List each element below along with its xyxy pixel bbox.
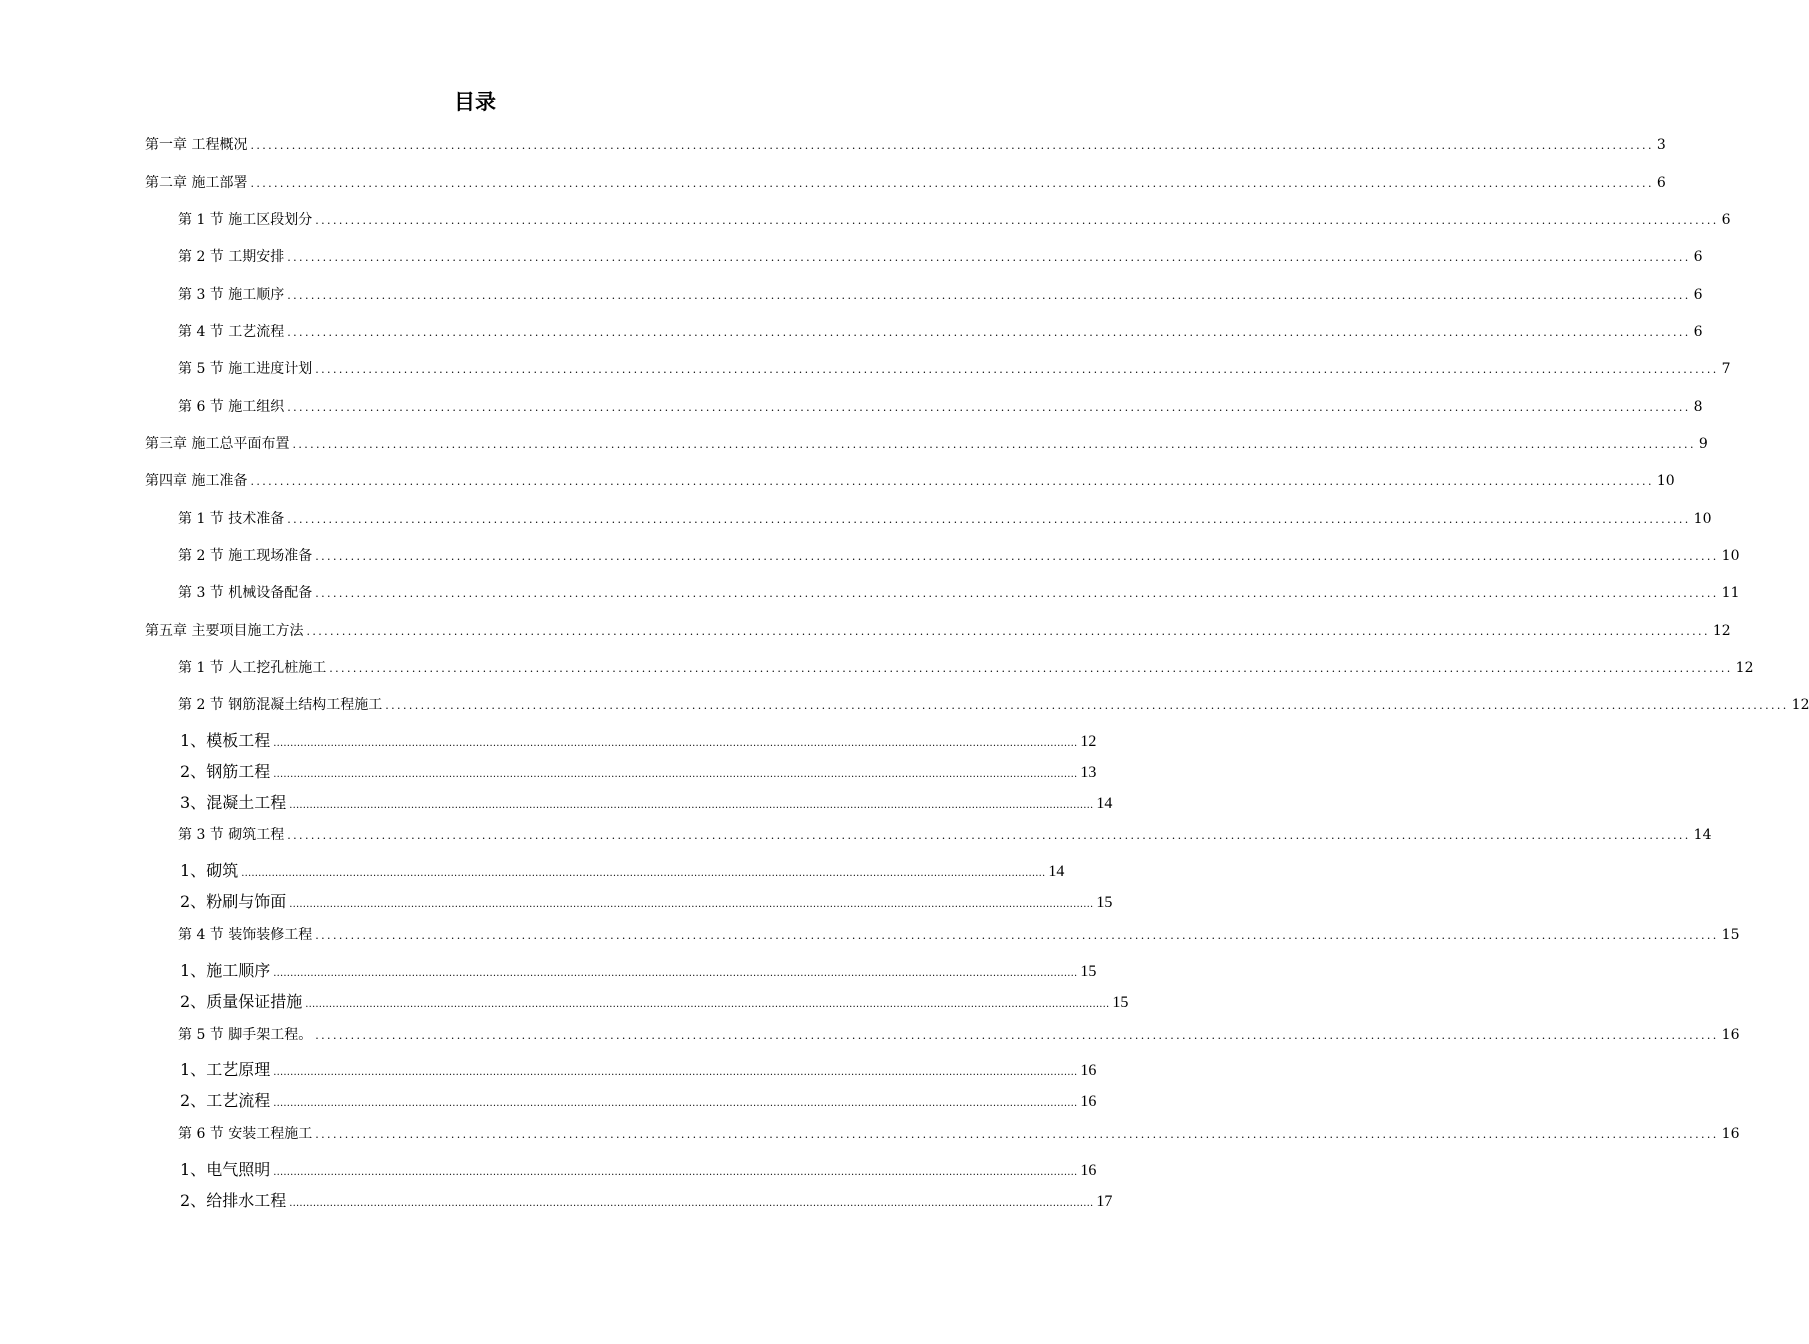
toc-entry[interactable] xyxy=(180,790,1113,813)
toc-entry-number: 1、 xyxy=(180,1060,207,1079)
toc-entry-page-number: 16 xyxy=(1721,1027,1740,1043)
toc-entry[interactable] xyxy=(178,657,1754,677)
toc-entry[interactable] xyxy=(178,545,1740,565)
toc-entry-label: 第 1 节 施工区段划分 xyxy=(178,212,313,228)
dot-leader: .............................................................................................................................................................................................................................................. xyxy=(250,475,1654,488)
toc-entry[interactable] xyxy=(178,582,1740,602)
toc-entry[interactable] xyxy=(178,508,1712,528)
toc-entry-label: 钢筋工程 xyxy=(206,762,271,781)
toc-entry-page-number: 9 xyxy=(1698,436,1708,452)
toc-entry-label: 第 2 节 施工现场准备 xyxy=(178,548,313,564)
toc-entry-page-number: 12 xyxy=(1712,623,1731,639)
toc-entry[interactable] xyxy=(178,1123,1740,1143)
toc-entry[interactable] xyxy=(180,1157,1097,1180)
dot-leader: .............................................................................................................................................................................................................................................. xyxy=(289,1198,1094,1209)
toc-entry-label: 第 4 节 装饰装修工程 xyxy=(178,927,313,943)
toc-entry-page-number: 6 xyxy=(1721,212,1731,228)
toc-entry[interactable] xyxy=(178,209,1731,229)
toc-entry[interactable] xyxy=(145,620,1731,640)
toc-entry-label: 第四章 施工准备 xyxy=(145,473,248,489)
toc-entry[interactable] xyxy=(178,246,1703,266)
dot-leader: .............................................................................................................................................................................................................................................. xyxy=(315,1029,1719,1042)
dot-leader: .............................................................................................................................................................................................................................................. xyxy=(273,1167,1078,1178)
toc-entry-label: 第 5 节 脚手架工程。 xyxy=(178,1027,313,1043)
toc-entry-number: 3、 xyxy=(180,793,207,812)
toc-entry[interactable] xyxy=(178,1024,1740,1044)
dot-leader: .............................................................................................................................................................................................................................................. xyxy=(287,326,1691,339)
toc-entry[interactable] xyxy=(178,321,1703,341)
toc-entry[interactable] xyxy=(145,134,1666,154)
toc-entry-page-number: 16 xyxy=(1080,1062,1097,1079)
toc-entry-number: 2、 xyxy=(180,1191,207,1210)
toc-entry[interactable] xyxy=(178,924,1740,944)
dot-leader: .............................................................................................................................................................................................................................................. xyxy=(250,177,1654,190)
dot-leader: .............................................................................................................................................................................................................................................. xyxy=(315,587,1719,600)
toc-entry-label: 粉刷与饰面 xyxy=(206,892,287,911)
dot-leader: .............................................................................................................................................................................................................................................. xyxy=(385,699,1789,712)
toc-entry[interactable] xyxy=(178,358,1731,378)
toc-entry[interactable] xyxy=(180,1057,1097,1080)
toc-entry-label: 第 2 节 工期安排 xyxy=(178,249,285,265)
toc-entry-page-number: 14 xyxy=(1096,795,1113,812)
toc-entry-page-number: 6 xyxy=(1693,249,1703,265)
toc-entry-page-number: 12 xyxy=(1791,697,1809,713)
toc-entry-label: 质量保证措施 xyxy=(206,992,303,1011)
toc-entry-page-number: 14 xyxy=(1048,863,1065,880)
toc-entry-label: 混凝土工程 xyxy=(206,793,287,812)
dot-leader: .............................................................................................................................................................................................................................................. xyxy=(329,662,1733,675)
toc-entry[interactable] xyxy=(178,694,1809,714)
dot-leader: .............................................................................................................................................................................................................................................. xyxy=(250,139,1654,152)
dot-leader: .............................................................................................................................................................................................................................................. xyxy=(273,769,1078,780)
toc-entry[interactable] xyxy=(180,989,1129,1012)
toc-entry-number: 2、 xyxy=(180,892,207,911)
dot-leader: .............................................................................................................................................................................................................................................. xyxy=(315,363,1719,376)
toc-entry-label: 模板工程 xyxy=(206,731,271,750)
toc-entry[interactable] xyxy=(180,1088,1097,1111)
dot-leader: .............................................................................................................................................................................................................................................. xyxy=(315,1128,1719,1141)
toc-entry[interactable] xyxy=(178,824,1712,844)
toc-entry[interactable] xyxy=(180,889,1113,912)
toc-entry-page-number: 12 xyxy=(1080,733,1097,750)
toc-entry-label: 第 6 节 施工组织 xyxy=(178,399,285,415)
toc-entry[interactable] xyxy=(178,284,1703,304)
dot-leader: .............................................................................................................................................................................................................................................. xyxy=(287,251,1691,264)
dot-leader: .............................................................................................................................................................................................................................................. xyxy=(287,513,1691,526)
toc-entry-page-number: 14 xyxy=(1693,827,1712,843)
toc-entry-page-number: 15 xyxy=(1096,894,1113,911)
toc-entry-label: 第五章 主要项目施工方法 xyxy=(145,623,304,639)
toc-entry-page-number: 16 xyxy=(1080,1093,1097,1110)
toc-entry[interactable] xyxy=(180,858,1065,881)
dot-leader: .............................................................................................................................................................................................................................................. xyxy=(306,625,1710,638)
toc-entry-label: 第二章 施工部署 xyxy=(145,175,248,191)
toc-entry-page-number: 11 xyxy=(1721,585,1740,601)
toc-entry[interactable] xyxy=(180,1188,1113,1211)
dot-leader: .............................................................................................................................................................................................................................................. xyxy=(292,438,1696,451)
dot-leader: .............................................................................................................................................................................................................................................. xyxy=(273,968,1078,979)
toc-entry-page-number: 8 xyxy=(1693,399,1703,415)
toc-entry-page-number: 17 xyxy=(1096,1193,1113,1210)
toc-entry-page-number: 10 xyxy=(1721,548,1740,564)
dot-leader: .............................................................................................................................................................................................................................................. xyxy=(273,1067,1078,1078)
toc-entry-label: 工艺流程 xyxy=(206,1091,271,1110)
dot-leader: .............................................................................................................................................................................................................................................. xyxy=(287,829,1691,842)
toc-entry-label: 第 6 节 安装工程施工 xyxy=(178,1126,313,1142)
toc-entry-page-number: 3 xyxy=(1656,137,1666,153)
toc-entry-number: 1、 xyxy=(180,731,207,750)
dot-leader: .............................................................................................................................................................................................................................................. xyxy=(289,800,1094,811)
toc-entry-number: 2、 xyxy=(180,1091,207,1110)
toc-entry-number: 1、 xyxy=(180,1160,207,1179)
toc-entry-number: 1、 xyxy=(180,961,207,980)
toc-entry-label: 第 5 节 施工进度计划 xyxy=(178,361,313,377)
dot-leader: .............................................................................................................................................................................................................................................. xyxy=(315,550,1719,563)
dot-leader: .............................................................................................................................................................................................................................................. xyxy=(241,868,1046,879)
toc-entry[interactable] xyxy=(180,728,1097,751)
toc-entry-page-number: 15 xyxy=(1721,927,1740,943)
toc-entry[interactable] xyxy=(145,470,1675,490)
toc-entry-label: 第 2 节 钢筋混凝土结构工程施工 xyxy=(178,697,383,713)
toc-entry[interactable] xyxy=(178,396,1703,416)
dot-leader: .............................................................................................................................................................................................................................................. xyxy=(305,999,1110,1010)
toc-entry-page-number: 15 xyxy=(1112,994,1129,1011)
dot-leader: .............................................................................................................................................................................................................................................. xyxy=(273,738,1078,749)
toc-entry-label: 电气照明 xyxy=(206,1160,271,1179)
toc-entry-label: 工艺原理 xyxy=(206,1060,271,1079)
toc-entry-label: 第 1 节 人工挖孔桩施工 xyxy=(178,660,327,676)
toc-entry[interactable] xyxy=(180,759,1097,782)
toc-entry[interactable] xyxy=(145,433,1708,453)
toc-entry-label: 砌筑 xyxy=(206,861,239,880)
toc-entry-page-number: 6 xyxy=(1693,287,1703,303)
toc-entry-page-number: 16 xyxy=(1721,1126,1740,1142)
toc-entry-label: 第 1 节 技术准备 xyxy=(178,511,285,527)
toc-entry-page-number: 7 xyxy=(1721,361,1731,377)
toc-entry-number: 2、 xyxy=(180,762,207,781)
toc-entry-page-number: 6 xyxy=(1656,175,1666,191)
toc-entry-label: 第 3 节 机械设备配备 xyxy=(178,585,313,601)
toc-entry-page-number: 12 xyxy=(1735,660,1754,676)
toc-entry-page-number: 15 xyxy=(1080,963,1097,980)
toc-entry[interactable] xyxy=(180,958,1097,981)
dot-leader: .............................................................................................................................................................................................................................................. xyxy=(273,1098,1078,1109)
toc-entry-label: 第 4 节 工艺流程 xyxy=(178,324,285,340)
toc-entry-label: 第 3 节 砌筑工程 xyxy=(178,827,285,843)
toc-entry-label: 给排水工程 xyxy=(206,1191,287,1210)
toc-entry-page-number: 6 xyxy=(1693,324,1703,340)
toc-entry[interactable] xyxy=(145,172,1666,192)
dot-leader: .............................................................................................................................................................................................................................................. xyxy=(315,929,1719,942)
toc-entry-label: 第一章 工程概况 xyxy=(145,137,248,153)
page-title: 目录 xyxy=(454,90,496,114)
toc-entry-label: 第三章 施工总平面布置 xyxy=(145,436,290,452)
toc-entry-page-number: 10 xyxy=(1656,473,1675,489)
toc-entry-page-number: 16 xyxy=(1080,1162,1097,1179)
toc-entry-label: 施工顺序 xyxy=(206,961,271,980)
toc-entry-number: 2、 xyxy=(180,992,207,1011)
toc-entry-label: 第 3 节 施工顺序 xyxy=(178,287,285,303)
toc-entry-page-number: 13 xyxy=(1080,764,1097,781)
dot-leader: .............................................................................................................................................................................................................................................. xyxy=(287,289,1691,302)
toc-entry-number: 1、 xyxy=(180,861,207,880)
dot-leader: .............................................................................................................................................................................................................................................. xyxy=(315,214,1719,227)
dot-leader: .............................................................................................................................................................................................................................................. xyxy=(289,899,1094,910)
dot-leader: .............................................................................................................................................................................................................................................. xyxy=(287,401,1691,414)
toc-entry-page-number: 10 xyxy=(1693,511,1712,527)
